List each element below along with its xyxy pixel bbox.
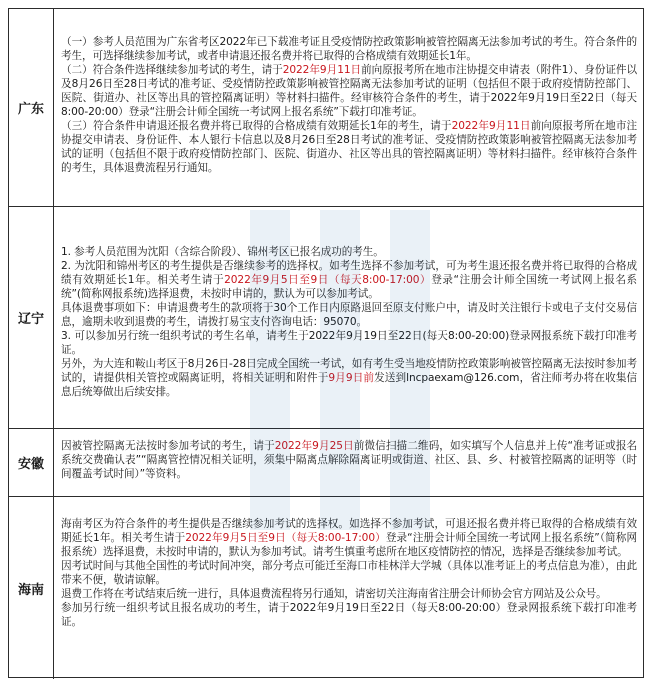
highlighted-date: 2022年9月11日 (451, 120, 531, 132)
notice-text: 参加另行统一组织考试且报名成功的考生，请于2022年9月19日至22日（每天8:00-20:00）登录网报系统下载打印准考证。 (61, 602, 637, 628)
notice-text: 1. 参考人员范围为沈阳（含综合阶段）、锦州考区已报名成功的考生。 (61, 246, 384, 258)
notice-text: 因被管控隔离无法按时参加考试的考生，请于 (61, 440, 275, 452)
notice-paragraph (61, 245, 637, 259)
table-row (9, 9, 643, 207)
notice-text: 登录“注册会计师全国统一考试网上报名系统”(简称网报系统)选择退费，未按时申请的，默认为可以参加考试。 (61, 274, 637, 300)
notice-text: 另外，为大连和鞍山考区于8月26日-28日完成全国统一考试，如有考生受当地疫情防控政策影响被管控隔离无法按时参加考试的，请提供相关管控或隔离证明，将相关证明和附件于 (61, 358, 637, 384)
notice-text: 前向原报考所在地市注协提交申请表、身份证件、本人银行卡信息以及8月26日至28日考试的准考证、受疫情防控政策影响被管控隔离无法参加考试的证明（包括但不限于政府疫情防控部门、医院、街道办、社区等出具的管控隔离证明）等材料扫描件。经审核符合条件的考生，具体退费流程另行通知。 (61, 120, 637, 174)
notice-text: 发送到lncpaexam@126.com，省注师考办将在收集信息后统筹做出后续安排。 (61, 372, 637, 398)
table-row (9, 497, 643, 679)
row-content (61, 245, 637, 426)
notice-paragraph (61, 601, 637, 629)
row-content (61, 35, 637, 204)
notice-text: 前向原报考所在地市注协提交申请表（附件1）、身份证件以及8月26日至28日考试的准考证、受疫情防控政策影响被管控隔离无法参加考试的证明（包括但不限于政府疫情防控部门、医院、街道办、社区等出具的管控隔离证明）等材料扫描件。经审核符合条件的考生，请于2022年9月19日至22日（每天8:00-20:00）登录“注册会计师全国统一考试网上报名系统”下载打印准考证。 (61, 64, 637, 118)
notice-text: 退费工作将在考试结束后统一进行，具体退费流程将另行通知，请密切关注海南省注册会计师协会官方网站及公众号。 (61, 588, 607, 600)
notice-text: （一）参考人员范围为广东省考区2022年已下载准考证且受疫情防控政策影响被管控隔离无法参加考试的考生。符合条件的考生，可选择继续参加考试，或者申请退还报名费并将已取得的合格成绩有效期延长1年。 (61, 36, 637, 62)
notice-paragraph (61, 559, 637, 587)
region-label: 广东 (9, 9, 54, 206)
notice-table (8, 8, 644, 678)
highlighted-date: 2022年9月11日 (282, 64, 362, 76)
notice-paragraph (61, 63, 637, 119)
notice-text: 海南考区为符合条件的考生提供是否继续参加考试的选择权。如选择不参加考试，可退还报名费并将已取得的合格成绩有效期延长1年。相关考生请于 (61, 518, 637, 544)
region-label: 海南 (9, 497, 54, 679)
notice-paragraph (61, 259, 637, 301)
notice-text: （二）符合条件选择继续参加考试的考生，请于 (61, 64, 283, 76)
row-content (61, 439, 637, 494)
region-label: 安徽 (9, 429, 54, 496)
notice-paragraph (61, 329, 637, 357)
notice-text: 登录“注册会计师全国统一考试网上报名系统”（简称网报系统）选择退费，未按时申请的，默认为参加考试。请考生慎重考虑所在地区疫情防控的情况，选择是否继续参加考试。 (61, 532, 637, 558)
notice-text: 2. 为沈阳和锦州考区的考生提供是否继续参考的选择权。如考生选择不参加考试，可为考生退还报名费并将已取得的合格成绩有效期延长1年。相关考生请于 (61, 260, 637, 286)
notice-paragraph (61, 517, 637, 559)
notice-text: 具体退费事项如下：申请退费考生的款项将于30个工作日内原路退回至原支付账户中，请及时关注银行卡或电子支付交易信息，逾期未收到退费的考生，请拨打易宝支付咨询电话：95070。 (61, 302, 637, 328)
notice-text: 因考试时间与其他全国性的考试时间冲突，部分考点可能迁至海口市桂林洋大学城（具体以准考证上的考点信息为准），由此带来不便，敬请谅解。 (61, 560, 637, 586)
notice-text: （三）符合条件申请退还报名费并将已取得的合格成绩有效期延长1年的考生，请于 (61, 120, 452, 132)
row-content (61, 517, 637, 677)
notice-paragraph (61, 439, 637, 481)
region-label: 辽宁 (9, 207, 54, 428)
highlighted-date: 2022年9月5日至9日（每天8:00-17:00） (185, 532, 386, 544)
notice-paragraph (61, 587, 637, 601)
table-row (9, 429, 643, 497)
notice-paragraph (61, 301, 637, 329)
notice-text: 3. 可以参加另行统一组织考试的考生名单，请考生于2022年9月19日至22日(每天8:00-20:00)登录网报系统下载打印准考证。 (61, 330, 637, 356)
highlighted-date: 2022年9月25日 (274, 440, 354, 452)
notice-paragraph (61, 119, 637, 175)
notice-paragraph (61, 357, 637, 399)
table-row (9, 207, 643, 429)
highlighted-date: 2022年9月5日至9日（每天8:00-17:00） (224, 274, 432, 286)
highlighted-date: 9月9日前 (328, 372, 375, 384)
notice-text: 前微信扫描二维码，如实填写个人信息并上传“准考证或报名系统交费确认表”“隔离管控情况相关证明，须集中隔离点解除隔离证明或街道、社区、县、乡、村被管控隔离的证明等（时间覆盖考试时间）”等资料。 (61, 440, 637, 480)
notice-paragraph (61, 35, 637, 63)
